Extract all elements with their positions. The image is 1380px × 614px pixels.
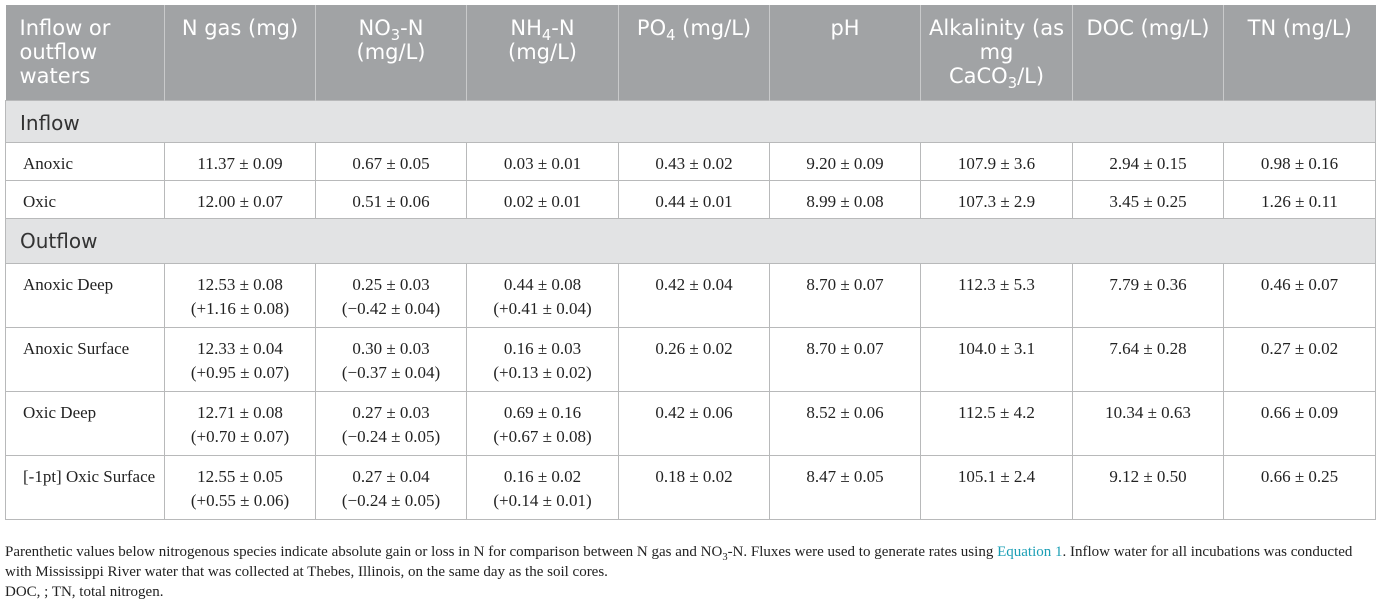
cell-alkalinity: 104.0 ± 3.1 <box>921 327 1073 391</box>
data-table <box>5 5 1376 520</box>
cell-doc: 2.94 ± 0.15 <box>1073 142 1224 180</box>
cell-alkalinity: 105.1 ± 2.4 <box>921 455 1073 519</box>
cell-tn: 0.66 ± 0.25 <box>1224 455 1376 519</box>
cell-doc: 10.34 ± 0.63 <box>1073 391 1224 455</box>
cell-n-gas: 12.53 ± 0.08 (+1.16 ± 0.08) <box>165 263 316 327</box>
header-row <box>6 5 1376 100</box>
table-row <box>6 180 1376 218</box>
cell-doc: 9.12 ± 0.50 <box>1073 455 1224 519</box>
row-label: Anoxic <box>6 142 165 180</box>
table-row <box>6 327 1376 391</box>
cell-tn: 0.98 ± 0.16 <box>1224 142 1376 180</box>
cell-n-gas: 12.71 ± 0.08 (+0.70 ± 0.07) <box>165 391 316 455</box>
cell-po4: 0.44 ± 0.01 <box>619 180 770 218</box>
cell-n-gas: 12.00 ± 0.07 <box>165 180 316 218</box>
delta: (−0.42 ± 0.04) <box>341 298 441 318</box>
cell-ph: 8.70 ± 0.07 <box>770 327 921 391</box>
cell-po4: 0.42 ± 0.04 <box>619 263 770 327</box>
header-n-gas: N gas (mg) <box>165 5 316 100</box>
footnote-abbreviations: DOC, ; TN, total nitrogen. <box>5 584 164 600</box>
delta: (+0.41 ± 0.04) <box>493 298 592 318</box>
delta: (−0.24 ± 0.05) <box>341 426 441 446</box>
cell-tn: 0.46 ± 0.07 <box>1224 263 1376 327</box>
cell-ph: 9.20 ± 0.09 <box>770 142 921 180</box>
cell-po4: 0.42 ± 0.06 <box>619 391 770 455</box>
cell-tn: 1.26 ± 0.11 <box>1224 180 1376 218</box>
footnote-main: Parenthetic values below nitrogenous species indicate absolute gain or loss in N for comparison between N gas and $NO_3-N$. Fluxes were used to generate rates using Equation 1. Inflow water for all incubations was conducted with Mississippi River water that was collected at Thebes, Illinois, on the same day as the soil cores. <box>5 544 1353 580</box>
delta: (−0.37 ± 0.04) <box>341 362 441 382</box>
header-ph: pH <box>770 5 921 100</box>
section-row-outflow <box>6 218 1376 263</box>
section-label-outflow: Outflow <box>6 218 1376 263</box>
header-po4: $PO_4$ (mg/L) <box>619 5 770 100</box>
row-label: Anoxic Deep <box>6 263 165 327</box>
delta: (+0.67 ± 0.08) <box>493 426 592 446</box>
delta: (+0.14 ± 0.01) <box>493 490 592 510</box>
header-alkalinity: Alkalinity (as mg CaCO$_3$/L) <box>921 5 1073 100</box>
cell-po4: 0.26 ± 0.02 <box>619 327 770 391</box>
delta: (+0.70 ± 0.07) <box>190 426 290 446</box>
header-no3: $NO_3-N$ (mg/L) <box>316 5 467 100</box>
cell-no3: 0.27 ± 0.04 (−0.24 ± 0.05) <box>316 455 467 519</box>
cell-nh4: 0.44 ± 0.08 (+0.41 ± 0.04) <box>467 263 619 327</box>
table-row <box>6 263 1376 327</box>
cell-n-gas: 12.33 ± 0.04 (+0.95 ± 0.07) <box>165 327 316 391</box>
cell-no3: 0.51 ± 0.06 <box>316 180 467 218</box>
table-footnotes <box>5 542 1375 602</box>
delta: (+0.13 ± 0.02) <box>493 362 592 382</box>
cell-po4: 0.43 ± 0.02 <box>619 142 770 180</box>
cell-no3: 0.25 ± 0.03 (−0.42 ± 0.04) <box>316 263 467 327</box>
cell-tn: 0.27 ± 0.02 <box>1224 327 1376 391</box>
cell-ph: 8.47 ± 0.05 <box>770 455 921 519</box>
cell-no3: 0.27 ± 0.03 (−0.24 ± 0.05) <box>316 391 467 455</box>
table-row <box>6 391 1376 455</box>
header-waters: Inflow or outflow waters <box>6 5 165 100</box>
header-tn: TN (mg/L) <box>1224 5 1376 100</box>
cell-po4: 0.18 ± 0.02 <box>619 455 770 519</box>
cell-alkalinity: 107.9 ± 3.6 <box>921 142 1073 180</box>
equation-link[interactable]: Equation 1 <box>997 544 1063 560</box>
cell-n-gas: 11.37 ± 0.09 <box>165 142 316 180</box>
row-label: Oxic <box>6 180 165 218</box>
cell-nh4: 0.69 ± 0.16 (+0.67 ± 0.08) <box>467 391 619 455</box>
table-row <box>6 455 1376 519</box>
cell-no3: 0.30 ± 0.03 (−0.37 ± 0.04) <box>316 327 467 391</box>
table-row <box>6 142 1376 180</box>
cell-ph: 8.99 ± 0.08 <box>770 180 921 218</box>
cell-no3: 0.67 ± 0.05 <box>316 142 467 180</box>
cell-doc: 3.45 ± 0.25 <box>1073 180 1224 218</box>
cell-ph: 8.52 ± 0.06 <box>770 391 921 455</box>
section-row-inflow <box>6 100 1376 142</box>
cell-nh4: 0.16 ± 0.02 (+0.14 ± 0.01) <box>467 455 619 519</box>
cell-ph: 8.70 ± 0.07 <box>770 263 921 327</box>
cell-nh4: 0.03 ± 0.01 <box>467 142 619 180</box>
row-label: Anoxic Surface <box>6 327 165 391</box>
cell-alkalinity: 112.3 ± 5.3 <box>921 263 1073 327</box>
cell-tn: 0.66 ± 0.09 <box>1224 391 1376 455</box>
header-doc: DOC (mg/L) <box>1073 5 1224 100</box>
section-label-inflow: Inflow <box>6 100 1376 142</box>
cell-doc: 7.64 ± 0.28 <box>1073 327 1224 391</box>
cell-alkalinity: 112.5 ± 4.2 <box>921 391 1073 455</box>
cell-nh4: 0.02 ± 0.01 <box>467 180 619 218</box>
cell-n-gas: 12.55 ± 0.05 (+0.55 ± 0.06) <box>165 455 316 519</box>
delta: (+1.16 ± 0.08) <box>190 298 290 318</box>
header-nh4: $NH_4-N$ (mg/L) <box>467 5 619 100</box>
delta: (+0.95 ± 0.07) <box>190 362 290 382</box>
row-label: [-1pt] Oxic Surface <box>6 455 165 519</box>
cell-alkalinity: 107.3 ± 2.9 <box>921 180 1073 218</box>
cell-nh4: 0.16 ± 0.03 (+0.13 ± 0.02) <box>467 327 619 391</box>
delta: (−0.24 ± 0.05) <box>341 490 441 510</box>
cell-doc: 7.79 ± 0.36 <box>1073 263 1224 327</box>
row-label: Oxic Deep <box>6 391 165 455</box>
delta: (+0.55 ± 0.06) <box>190 490 290 510</box>
